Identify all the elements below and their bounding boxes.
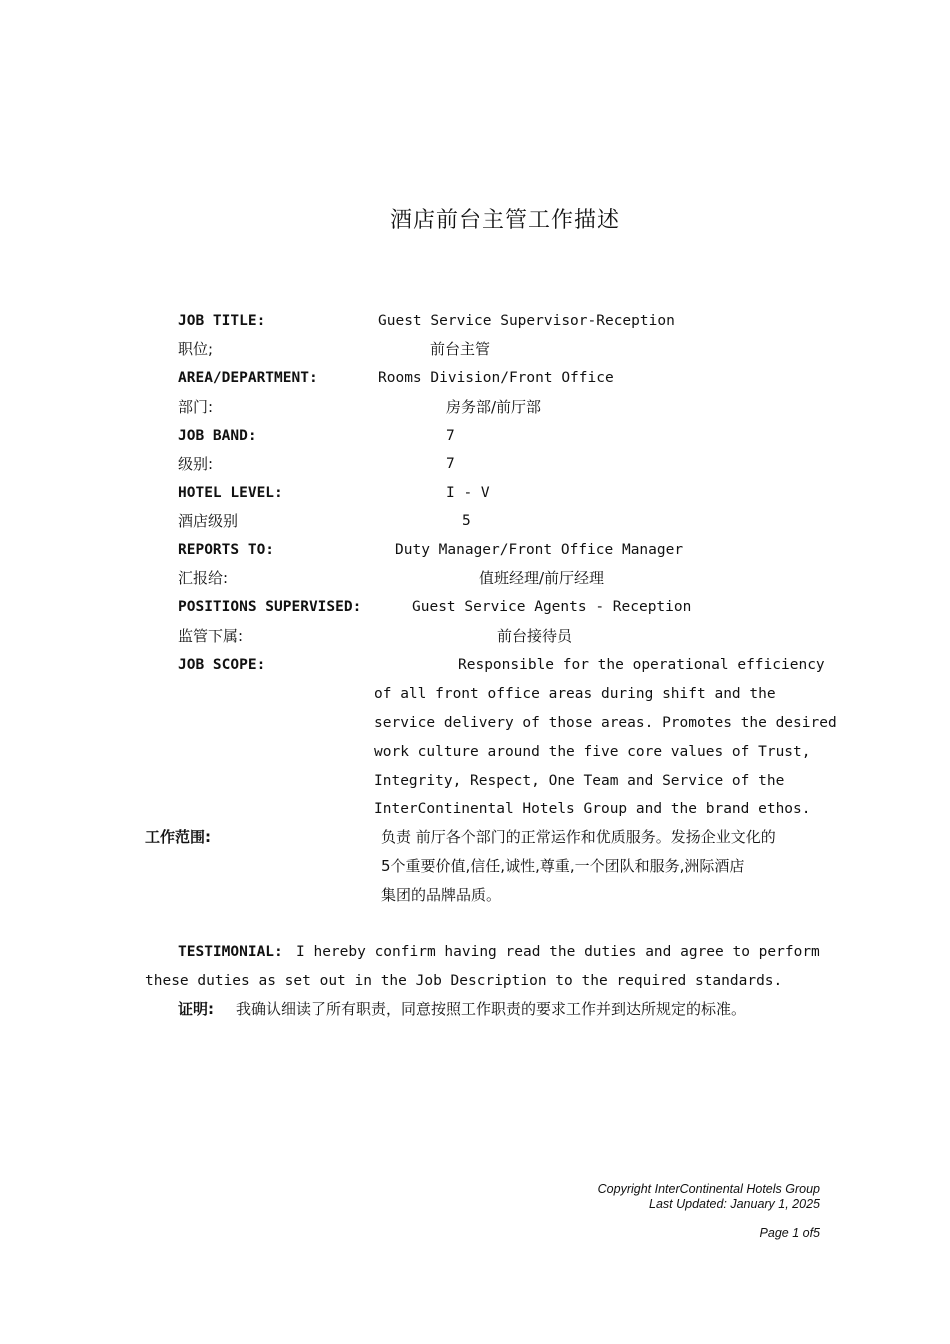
field-value-job-title: Guest Service Supervisor-Reception bbox=[378, 313, 675, 329]
job-scope-cn-line: 集团的品牌品质。 bbox=[381, 886, 502, 904]
footer-copyright: Copyright InterContinental Hotels Group bbox=[597, 1182, 820, 1196]
field-value-department-cn: 房务部/前厅部 bbox=[446, 398, 542, 416]
field-value-positions-supervised-cn: 前台接待员 bbox=[497, 627, 573, 645]
job-scope-label: JOB SCOPE: bbox=[178, 657, 266, 673]
field-label-positions-supervised-cn: 监管下属: bbox=[178, 627, 244, 645]
field-label-department: AREA/DEPARTMENT: bbox=[178, 370, 318, 386]
job-scope-cn-label: 工作范围: bbox=[145, 828, 211, 846]
job-scope-cn-line: 5个重要价值,信任,诚性,尊重,一个团队和服务,洲际酒店 bbox=[381, 857, 745, 875]
testimonial-label: TESTIMONIAL: bbox=[178, 944, 283, 960]
field-value-positions-supervised: Guest Service Agents - Reception bbox=[412, 599, 692, 615]
testimonial-cn-label: 证明: bbox=[178, 1000, 214, 1018]
job-scope-line: service delivery of those areas. Promotes the desired bbox=[374, 715, 837, 731]
field-label-reports-to: REPORTS TO: bbox=[178, 542, 275, 558]
field-value-job-band-cn: 7 bbox=[446, 456, 455, 472]
field-value-reports-to: Duty Manager/Front Office Manager bbox=[395, 542, 684, 558]
footer-last-updated: Last Updated: January 1, 2025 bbox=[649, 1197, 820, 1211]
job-scope-line: Integrity, Respect, One Team and Service of the bbox=[374, 773, 785, 789]
testimonial-line: these duties as set out in the Job Description to the required standards. bbox=[145, 973, 783, 989]
field-value-job-title-cn: 前台主管 bbox=[430, 340, 491, 358]
document-title: 酒店前台主管工作描述 bbox=[389, 208, 620, 233]
job-scope-line: Responsible for the operational efficiency bbox=[458, 657, 825, 673]
field-value-department: Rooms Division/Front Office bbox=[378, 370, 614, 386]
field-label-job-band: JOB BAND: bbox=[178, 428, 257, 444]
job-scope-line: work culture around the five core values of Trust, bbox=[374, 744, 811, 760]
field-value-reports-to-cn: 值班经理/前厅经理 bbox=[479, 569, 605, 587]
field-value-job-band: 7 bbox=[446, 428, 455, 444]
testimonial-line: I hereby confirm having read the duties and agree to perform bbox=[296, 944, 820, 960]
field-label-job-title: JOB TITLE: bbox=[178, 313, 266, 329]
field-label-department-cn: 部门: bbox=[178, 398, 214, 416]
field-label-job-band-cn: 级别: bbox=[178, 455, 214, 473]
field-value-hotel-level: I - V bbox=[446, 485, 490, 501]
job-scope-line: of all front office areas during shift and the bbox=[374, 686, 776, 702]
job-scope-cn-line: 负责 前厅各个部门的正常运作和优质服务。发扬企业文化的 bbox=[381, 828, 776, 846]
field-label-hotel-level-cn: 酒店级别 bbox=[178, 512, 239, 530]
job-scope-line: InterContinental Hotels Group and the brand ethos. bbox=[374, 801, 811, 817]
testimonial-cn-text: 我确认细读了所有职责，同意按照工作职责的要求工作并到达所规定的标准。 bbox=[236, 1000, 747, 1018]
field-label-reports-to-cn: 汇报给: bbox=[178, 569, 229, 587]
footer-page-number: Page 1 of5 bbox=[759, 1226, 820, 1240]
field-label-hotel-level: HOTEL LEVEL: bbox=[178, 485, 283, 501]
field-label-job-title-cn: 职位; bbox=[178, 340, 214, 358]
field-label-positions-supervised: POSITIONS SUPERVISED: bbox=[178, 599, 362, 615]
field-value-hotel-level-cn: 5 bbox=[462, 513, 471, 529]
